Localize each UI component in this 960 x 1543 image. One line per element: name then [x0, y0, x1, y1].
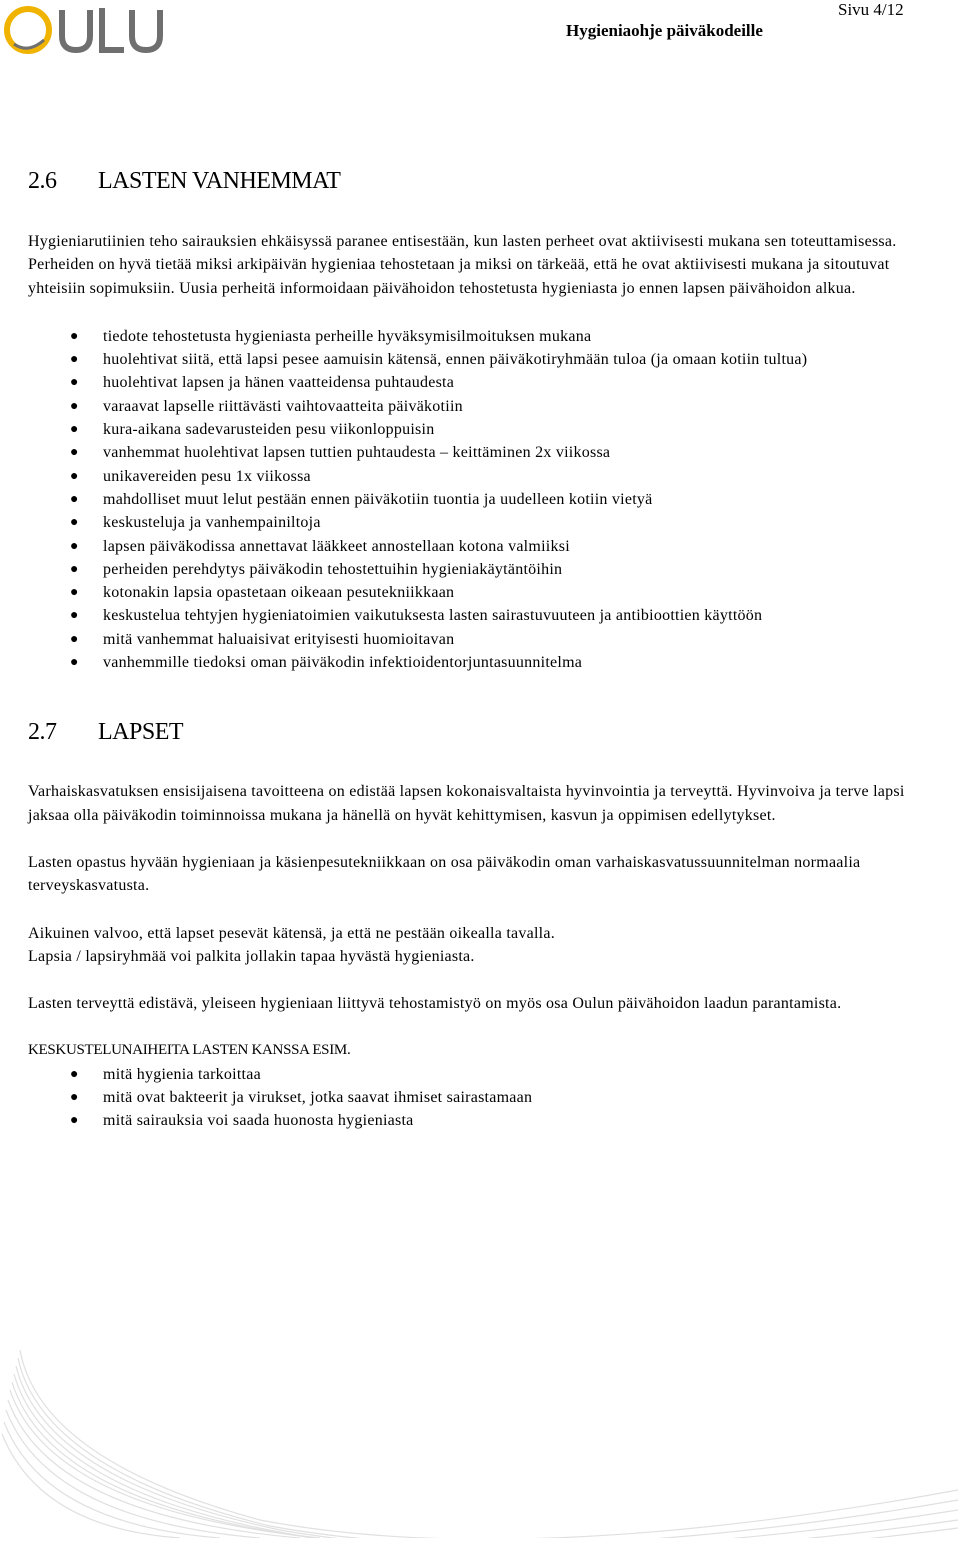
section-title: LAPSET — [98, 719, 184, 746]
list-item — [28, 511, 928, 534]
list-item — [28, 558, 928, 581]
bullet-icon: ● — [70, 445, 79, 461]
list-item — [28, 348, 928, 371]
bullet-icon: ● — [70, 1090, 79, 1106]
bullet-icon: ● — [70, 1113, 79, 1129]
list-item — [28, 651, 928, 674]
bullet-icon: ● — [70, 1066, 79, 1082]
section-title: LASTEN VANHEMMAT — [98, 168, 341, 194]
bullet-icon: ● — [70, 608, 79, 624]
swirl-graphic — [0, 1340, 960, 1538]
list-item-text: keskustelua tehtyjen hygieniatoimien vaikutuksesta lasten sairastuvuuteen ja antibioottien käyttöön — [103, 607, 763, 625]
list-item-text: tiedote tehostetusta hygieniasta perheille hyväksymisilmoituksen mukana — [103, 327, 592, 345]
list-item-text: kotonakin lapsia opastetaan oikeaan pesutekniikkaan — [103, 584, 455, 602]
paragraph-reward: Lapsia / lapsiryhmää voi palkita jollakin tapaa hyvästä hygieniasta. — [28, 947, 475, 965]
list-item — [28, 488, 928, 511]
oulu-logo — [0, 0, 170, 58]
list-item-text: mahdolliset muut lelut pestään ennen päiväkotiin tuontia ja uudelleen kotiin vietyä — [103, 490, 653, 508]
bullet-icon: ● — [70, 398, 79, 414]
bullet-icon: ● — [70, 422, 79, 438]
bullet-icon: ● — [70, 538, 79, 554]
parents-list — [28, 325, 928, 674]
oulu-logo-graphic — [0, 0, 170, 58]
list-item-text: vanhemmat huolehtivat lapsen tuttien puhtaudesta – keittäminen 2x viikossa — [103, 444, 611, 462]
list-item-text: lapsen päiväkodissa annettavat lääkkeet annostellaan kotona valmiiksi — [103, 537, 570, 555]
list-item-text: huolehtivat siitä, että lapsi pesee aamuisin kätensä, ennen päiväkotiryhmään tuloa (ja omaan kotiin tultua) — [103, 351, 808, 369]
page-number: Sivu 4/12 — [838, 0, 904, 19]
list-item-text: mitä sairauksia voi saada huonosta hygieniasta — [103, 1112, 414, 1130]
paragraph-quality: Lasten terveyttä edistävä, yleiseen hygieniaan liittyvä tehostamistyö on myös osa Oulun päivähoidon laadun parantamista. — [28, 995, 842, 1013]
list-item — [28, 1086, 928, 1109]
list-item-text: mitä ovat bakteerit ja virukset, jotka saavat ihmiset sairastamaan — [103, 1089, 533, 1107]
list-item — [28, 535, 928, 558]
document-title: Hygieniaohje päiväkodeille — [566, 21, 763, 40]
list-item — [28, 325, 928, 348]
list-item-text: mitä hygienia tarkoittaa — [103, 1065, 261, 1083]
list-item-text: keskusteluja ja vanhempainiltoja — [103, 514, 321, 532]
list-item-text: vanhemmille tiedoksi oman päiväkodin infektioidentorjuntasuunnitelma — [103, 654, 583, 672]
bullet-icon: ● — [70, 352, 79, 368]
paragraph-supervision: Aikuinen valvoo, että lapset pesevät kätensä, ja että ne pestään oikealla tavalla. — [28, 924, 555, 942]
list-item — [28, 418, 928, 441]
section-heading-lasten-vanhemmat — [28, 168, 928, 195]
bullet-icon: ● — [70, 328, 79, 344]
list-item — [28, 1063, 928, 1086]
list-item-text: mitä vanhemmat haluaisivat erityisesti huomioitavan — [103, 630, 455, 648]
document-body — [28, 168, 928, 1133]
list-item — [28, 441, 928, 464]
paragraph-guidance: Lasten opastus hyvään hygieniaan ja käsienpesutekniikkaan on osa päiväkodin oman varhaiskasvatussuunnitelman normaalia terveyskasvatusta. — [28, 853, 861, 895]
list-item — [28, 628, 928, 651]
discussion-topics-list — [28, 1063, 928, 1133]
bullet-icon: ● — [70, 515, 79, 531]
bullet-icon: ● — [70, 491, 79, 507]
discussion-topics-label: KESKUSTELUNAIHEITA LASTEN KANSSA ESIM. — [28, 1042, 351, 1059]
list-item-text: huolehtivat lapsen ja hänen vaatteidensa puhtaudesta — [103, 374, 455, 392]
list-item-text: perheiden perehdytys päiväkodin tehostettuihin hygieniakäytäntöihin — [103, 560, 563, 578]
decorative-swirl — [0, 1340, 960, 1538]
bullet-icon: ● — [70, 655, 79, 671]
list-item — [28, 395, 928, 418]
paragraph-goal: Varhaiskasvatuksen ensisijaisena tavoitteena on edistää lapsen kokonaisvaltaista hyvinvointia ja terveyttä. Hyvinvoiva ja terve lapsi jaksaa olla päiväkodin toiminnoissa mukana ja hänellä on hyvät kehittymisen, kasvun ja oppimisen edellytykset. — [28, 783, 905, 824]
section-number: 2.7 — [28, 719, 57, 746]
list-item — [28, 604, 928, 627]
list-item — [28, 371, 928, 394]
intro-paragraph: Hygieniarutiinien teho sairauksien ehkäisyssä paranee entisestään, kun lasten perheet ovat aktiivisesti mukana sen toteuttamisessa. Perheiden on hyvä tietää miksi arkipäivän hygieniaa tehostetaan ja miksi on tärkeää, että he ovat aktiivisesti mukana ja sitoutuvat yhteisiin sopimuksiin. Uusia perheitä informoidaan päivähoidon tehostetusta hygieniasta jo ennen lapsen päivähoidon alkua. — [28, 233, 897, 297]
section-heading-lapset — [28, 719, 928, 746]
bullet-icon: ● — [70, 561, 79, 577]
list-item-text: unikavereiden pesu 1x viikossa — [103, 467, 311, 485]
bullet-icon: ● — [70, 585, 79, 601]
list-item — [28, 1109, 928, 1132]
list-item-text: kura-aikana sadevarusteiden pesu viikonloppuisin — [103, 421, 435, 439]
bullet-icon: ● — [70, 631, 79, 647]
list-item — [28, 465, 928, 488]
bullet-icon: ● — [70, 468, 79, 484]
list-item — [28, 581, 928, 604]
list-item-text: varaavat lapselle riittävästi vaihtovaatteita päiväkotiin — [103, 397, 463, 415]
section-number: 2.6 — [28, 168, 57, 194]
bullet-icon: ● — [70, 375, 79, 391]
